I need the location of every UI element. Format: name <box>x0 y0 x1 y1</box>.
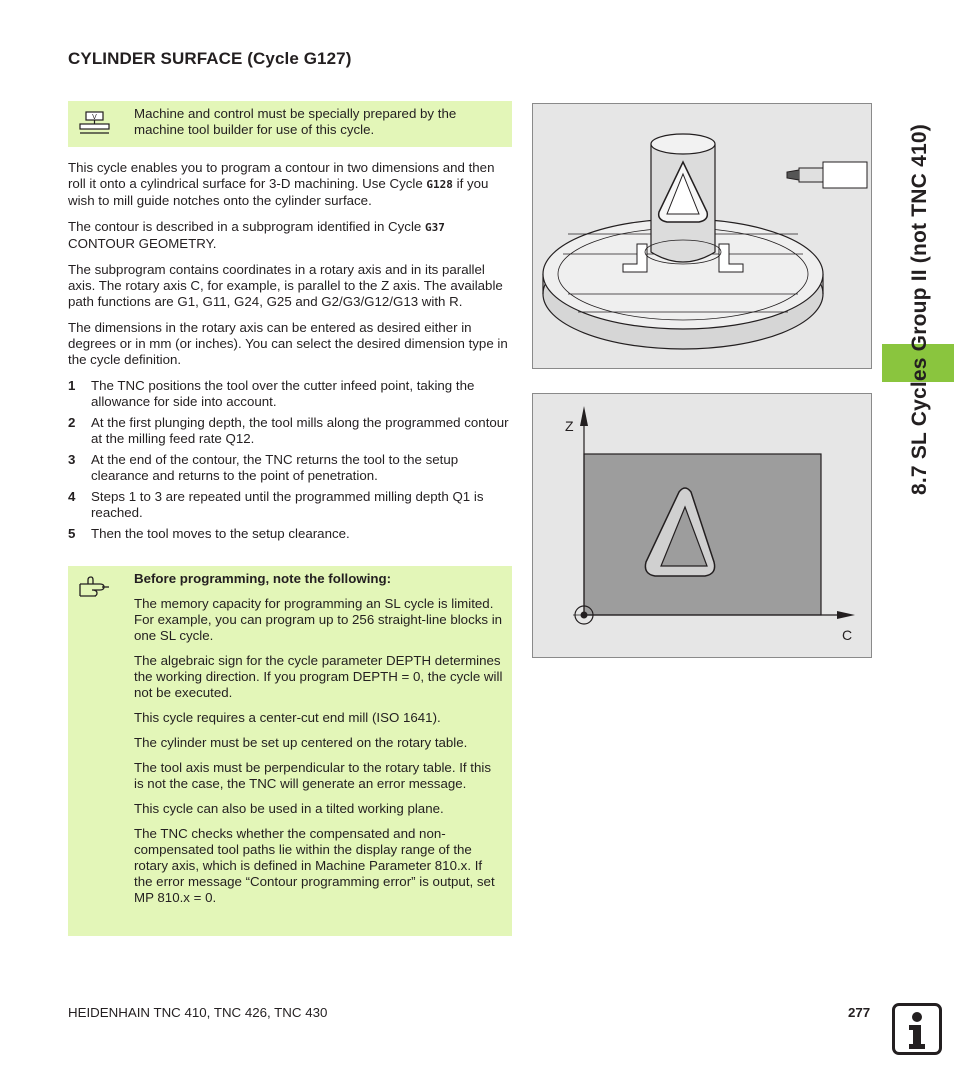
note-item: The memory capacity for programming an SL cycle is limited. For example, you can program up to 256 straight-line blocks in one SL cycle. <box>134 596 503 643</box>
note-item: The cylinder must be set up centered on the rotary table. <box>134 735 468 750</box>
pointing-hand-icon <box>78 576 112 605</box>
note-item: This cycle can also be used in a tilted working plane. <box>134 801 444 816</box>
paragraph-subprogram: The subprogram contains coordinates in a rotary axis and in its parallel axis. The rotary axis C, for example, is parallel to the Z axis. The available path functions are G1, G11, G24, G25 and G2/G3/G12/G13 with R. <box>68 262 503 309</box>
machine-icon <box>78 111 112 140</box>
c-axis-label: C <box>842 627 853 643</box>
rotary-table-drawing <box>533 104 871 368</box>
list-item: 5 Then the tool moves to the setup clearance. <box>68 526 350 541</box>
note-item: The algebraic sign for the cycle parameter DEPTH determines the working direction. If you program DEPTH = 0, the cycle will not be executed. <box>134 653 503 700</box>
paragraph-contour: The contour is described in a subprogram identified in Cycle G37 CONTOUR GEOMETRY. <box>68 219 445 251</box>
machine-note <box>68 101 512 147</box>
note-title: Before programming, note the following: <box>134 571 392 586</box>
step-list <box>68 378 514 542</box>
note-item: The tool axis must be perpendicular to the rotary table. If this is not the case, the TNC will generate an error message. <box>134 760 491 791</box>
paragraph-intro: This cycle enables you to program a contour in two dimensions and then roll it onto a cylindrical surface for 3-D machining. Use Cycle G128 if you wish to mill guide notches onto the cylinder surface. <box>68 160 495 208</box>
list-item: 3 At the end of the contour, the TNC returns the tool to the setup clearance and returns to the point of penetration. <box>68 452 459 483</box>
list-item: 4 Steps 1 to 3 are repeated until the programmed milling depth Q1 is reached. <box>68 489 484 520</box>
chapter-title: 8.7 SL Cycles Group II (not TNC 410) <box>908 124 931 495</box>
paragraph-dimensions: The dimensions in the rotary axis can be entered as desired either in degrees or in mm (or inches). You can select the desired dimension type in the cycle definition. <box>68 320 508 367</box>
section-title: CYLINDER SURFACE (Cycle G127) <box>68 49 352 68</box>
note-item: The TNC checks whether the compensated and non-compensated tool paths lie within the display range of the rotary axis, which is defined in Machine Parameter 810.x. If the error message “Contour programming error” is output, set MP 810.x = 0. <box>134 826 495 905</box>
programming-note <box>68 566 512 936</box>
info-icon <box>892 1003 942 1055</box>
footer-product: HEIDENHAIN TNC 410, TNC 426, TNC 430 <box>68 1005 328 1020</box>
machine-note-text: Machine and control must be specially prepared by the machine tool builder for use of this cycle. <box>134 106 457 137</box>
body-text <box>68 160 514 547</box>
note-item: This cycle requires a center-cut end mill (ISO 1641). <box>134 710 441 725</box>
z-axis-label: Z <box>565 418 574 434</box>
programming-note-text <box>134 571 504 915</box>
cylinder-illustration <box>532 103 872 369</box>
svg-text:V: V <box>92 114 97 121</box>
unrolled-contour-diagram <box>532 393 872 658</box>
list-item: 2 At the first plunging depth, the tool mills along the programmed contour at the milling feed rate Q12. <box>68 415 509 446</box>
list-item: 1 The TNC positions the tool over the cutter infeed point, taking the allowance for side into account. <box>68 378 475 409</box>
zc-axis-drawing <box>533 394 871 657</box>
page-number: 277 <box>848 1005 871 1020</box>
